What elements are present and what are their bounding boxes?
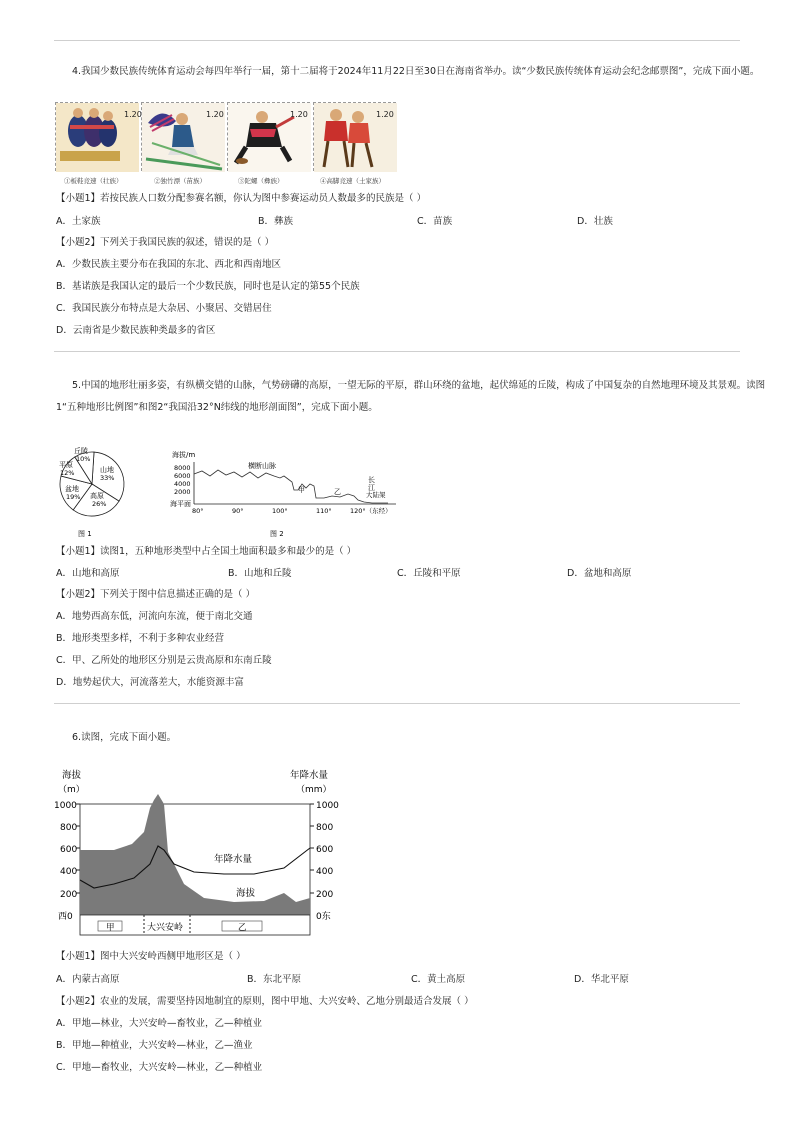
- stamp-1-caption: ①板鞋竞速（壮族）: [64, 177, 123, 185]
- q4-sub2: 【小题2】下列关于我国民族的叙述，错误的是（ ）: [56, 237, 275, 248]
- q4-stem: 4.我国少数民族传统体育运动会每四年举行一届，第十二届将于2024年11月22日至30日在海南省举办。读“少数民族传统体育运动会纪念邮票图”，完成下面小题。: [72, 66, 760, 77]
- q6-sub1-option-b[interactable]: B．东北平原: [247, 974, 302, 985]
- chart-left-unit: （m）: [58, 785, 85, 795]
- q5-sub2: 【小题2】下列关于图中信息描述正确的是（ ）: [56, 589, 256, 600]
- fig2-ylabel: 海拔/m: [172, 451, 196, 459]
- q5-sub1-option-b[interactable]: B．山地和丘陵: [228, 568, 292, 579]
- q6-sub1: 【小题1】图中大兴安岭西侧甲地形区是（ ）: [56, 951, 246, 962]
- region-daxinganling: 大兴安岭: [147, 923, 184, 933]
- fig2-ytick-6000: 6000: [174, 472, 191, 480]
- fig2-xtick-90: 90°: [232, 507, 244, 515]
- stamp-4-value: 1.20: [376, 110, 394, 119]
- fig2-sea-level: 海平面: [170, 500, 191, 508]
- stamp-2: [141, 102, 224, 171]
- region-yi: 乙: [238, 923, 247, 933]
- q4-sub2-option-b[interactable]: B．基诺族是我国认定的最后一个少数民族，同时也是认定的第55个民族: [56, 281, 360, 292]
- chart-right-tick-400: 400: [316, 867, 334, 877]
- q4-sub2-option-d[interactable]: D．云南省是少数民族种类最多的省区: [56, 325, 216, 336]
- q5-sub1: 【小题1】读图1，五种地形类型中占全国土地面积最多和最少的是（ ）: [56, 546, 357, 557]
- q4-sub1-option-a[interactable]: A．土家族: [56, 216, 101, 227]
- q6-sub1-option-d[interactable]: D．华北平原: [574, 974, 629, 985]
- stamp-1: [55, 102, 142, 171]
- q4-sub1: 【小题1】若按民族人口数分配参赛名额，你认为图中参赛运动员人数最多的民族是（ ）: [56, 193, 427, 204]
- pie-pct-pingyuan: 12%: [60, 469, 75, 477]
- q6-sub1-option-a[interactable]: A．内蒙古高原: [56, 974, 120, 985]
- q5-sub1-option-a[interactable]: A．山地和高原: [56, 568, 120, 579]
- stamp-3-value: 1.20: [290, 110, 308, 119]
- chart-left-tick-1000: 1000: [54, 801, 77, 811]
- chart-left-title: 海拔: [62, 770, 82, 781]
- q5-stem-line2: 1“五种地形比例图”和图2“我国沿32°N纬线的地形剖面图”，完成下面小题。: [56, 402, 378, 413]
- chart-west-label: 西0: [58, 912, 73, 922]
- fig2-ytick-4000: 4000: [174, 480, 191, 488]
- fig2-xtick-100: 100°: [272, 507, 288, 515]
- q5-stem-line1: 5.中国的地形壮丽多姿，有纵横交错的山脉，气势磅礴的高原，一望无际的平原，群山环绕的盆地，起伏绵延的丘陵，构成了中国复杂的自然地理环境及其景观。读图: [72, 380, 766, 391]
- fig2-xtick-110: 110°: [316, 507, 332, 515]
- fig2-label-jiang: 江: [368, 484, 375, 492]
- stamp-2-caption: ②独竹漂（苗族）: [154, 177, 206, 185]
- q5-sub2-option-a[interactable]: A．地势西高东低，河流向东流，便于南北交通: [56, 611, 253, 622]
- region-jia: 甲: [106, 923, 115, 933]
- fig2-label-shelf: 大陆架: [366, 491, 386, 499]
- pie-label-pendi: 盆地: [65, 485, 79, 493]
- pie-pct-shandi: 33%: [100, 474, 115, 482]
- chart-left-tick-200: 200: [60, 890, 78, 900]
- chart-precip-label: 年降水量: [214, 854, 253, 865]
- q4-sub1-option-c[interactable]: C．苗族: [417, 216, 453, 227]
- chart-elevation-label: 海拔: [236, 888, 256, 899]
- q6-sub2-option-b[interactable]: B．甲地—种植业，大兴安岭—林业，乙—渔业: [56, 1040, 253, 1051]
- q4-sub1-option-b[interactable]: B．彝族: [258, 216, 294, 227]
- fig2-ytick-8000: 8000: [174, 464, 191, 472]
- chart-east-label: 0东: [316, 912, 331, 922]
- q6-sub2: 【小题2】农业的发展，需要坚持因地制宜的原则，图中甲地、大兴安岭、乙地分别最适合发展（ ）: [56, 996, 474, 1007]
- chart-right-tick-800: 800: [316, 823, 334, 833]
- chart-right-tick-600: 600: [316, 845, 334, 855]
- pie-label-qiuling: 丘陵: [74, 447, 88, 455]
- divider: [54, 351, 740, 352]
- fig2-label-jia: 甲: [298, 486, 305, 494]
- fig2-caption: 图 2: [270, 530, 284, 538]
- pie-pct-pendi: 19%: [66, 493, 81, 501]
- q6-sub2-option-c[interactable]: C．甲地—畜牧业，大兴安岭—林业，乙—种植业: [56, 1062, 263, 1073]
- q5-sub2-option-b[interactable]: B．地形类型多样，不利于多种农业经营: [56, 633, 225, 644]
- profile-32n-chart: [168, 446, 408, 546]
- q5-sub2-option-d[interactable]: D．地势起伏大，河流落差大，水能资源丰富: [56, 677, 244, 688]
- fig2-ytick-2000: 2000: [174, 488, 191, 496]
- pie-pct-gaoyuan: 26%: [92, 500, 107, 508]
- fig1-caption: 图 1: [78, 530, 92, 538]
- pie-pct-qiuling: 10%: [76, 455, 91, 463]
- fig2-xtick-120: 120°（东经）: [350, 507, 392, 515]
- elevation-precip-chart: [54, 764, 354, 942]
- fig2-xtick-80: 80°: [192, 507, 204, 515]
- q5-sub1-option-d[interactable]: D．盆地和高原: [567, 568, 632, 579]
- chart-right-title: 年降水量: [290, 770, 329, 781]
- fig2-label-hengduan: 横断山脉: [248, 462, 276, 470]
- stamp-3-caption: ③陀螺（彝族）: [238, 177, 284, 185]
- divider: [54, 40, 740, 41]
- q6-stem: 6.读图，完成下面小题。: [72, 732, 177, 743]
- q6-sub1-option-c[interactable]: C．黄土高原: [411, 974, 466, 985]
- q4-sub1-option-d[interactable]: D．壮族: [577, 216, 613, 227]
- q6-sub2-option-a[interactable]: A．甲地—林业，大兴安岭—畜牧业，乙—种植业: [56, 1018, 262, 1029]
- q4-sub2-option-c[interactable]: C．我国民族分布特点是大杂居、小聚居、交错居住: [56, 303, 272, 314]
- q4-sub2-option-a[interactable]: A．少数民族主要分布在我国的东北、西北和西南地区: [56, 259, 281, 270]
- stamp-2-value: 1.20: [206, 110, 224, 119]
- chart-right-tick-1000: 1000: [316, 801, 339, 811]
- terrain-pie-chart: [52, 442, 142, 542]
- chart-right-unit: （mm）: [296, 785, 332, 795]
- stamp-3: [227, 102, 310, 171]
- q5-sub2-option-c[interactable]: C．甲、乙所处的地形区分别是云贵高原和东南丘陵: [56, 655, 272, 666]
- stamp-4: [313, 102, 396, 171]
- chart-left-tick-400: 400: [60, 867, 78, 877]
- q5-sub1-option-c[interactable]: C．丘陵和平原: [397, 568, 461, 579]
- divider: [54, 703, 740, 704]
- fig2-label-chang: 长: [368, 476, 375, 484]
- pie-label-shandi: 山地: [100, 466, 114, 474]
- pie-label-gaoyuan: 高原: [90, 492, 104, 500]
- chart-left-tick-800: 800: [60, 823, 78, 833]
- chart-right-tick-200: 200: [316, 890, 334, 900]
- stamp-4-caption: ④高脚竞速（土家族）: [320, 177, 385, 185]
- stamp-1-value: 1.20: [124, 110, 142, 119]
- fig2-label-yi: 乙: [334, 488, 341, 496]
- pie-label-pingyuan: 平原: [59, 461, 73, 469]
- chart-left-tick-600: 600: [60, 845, 78, 855]
